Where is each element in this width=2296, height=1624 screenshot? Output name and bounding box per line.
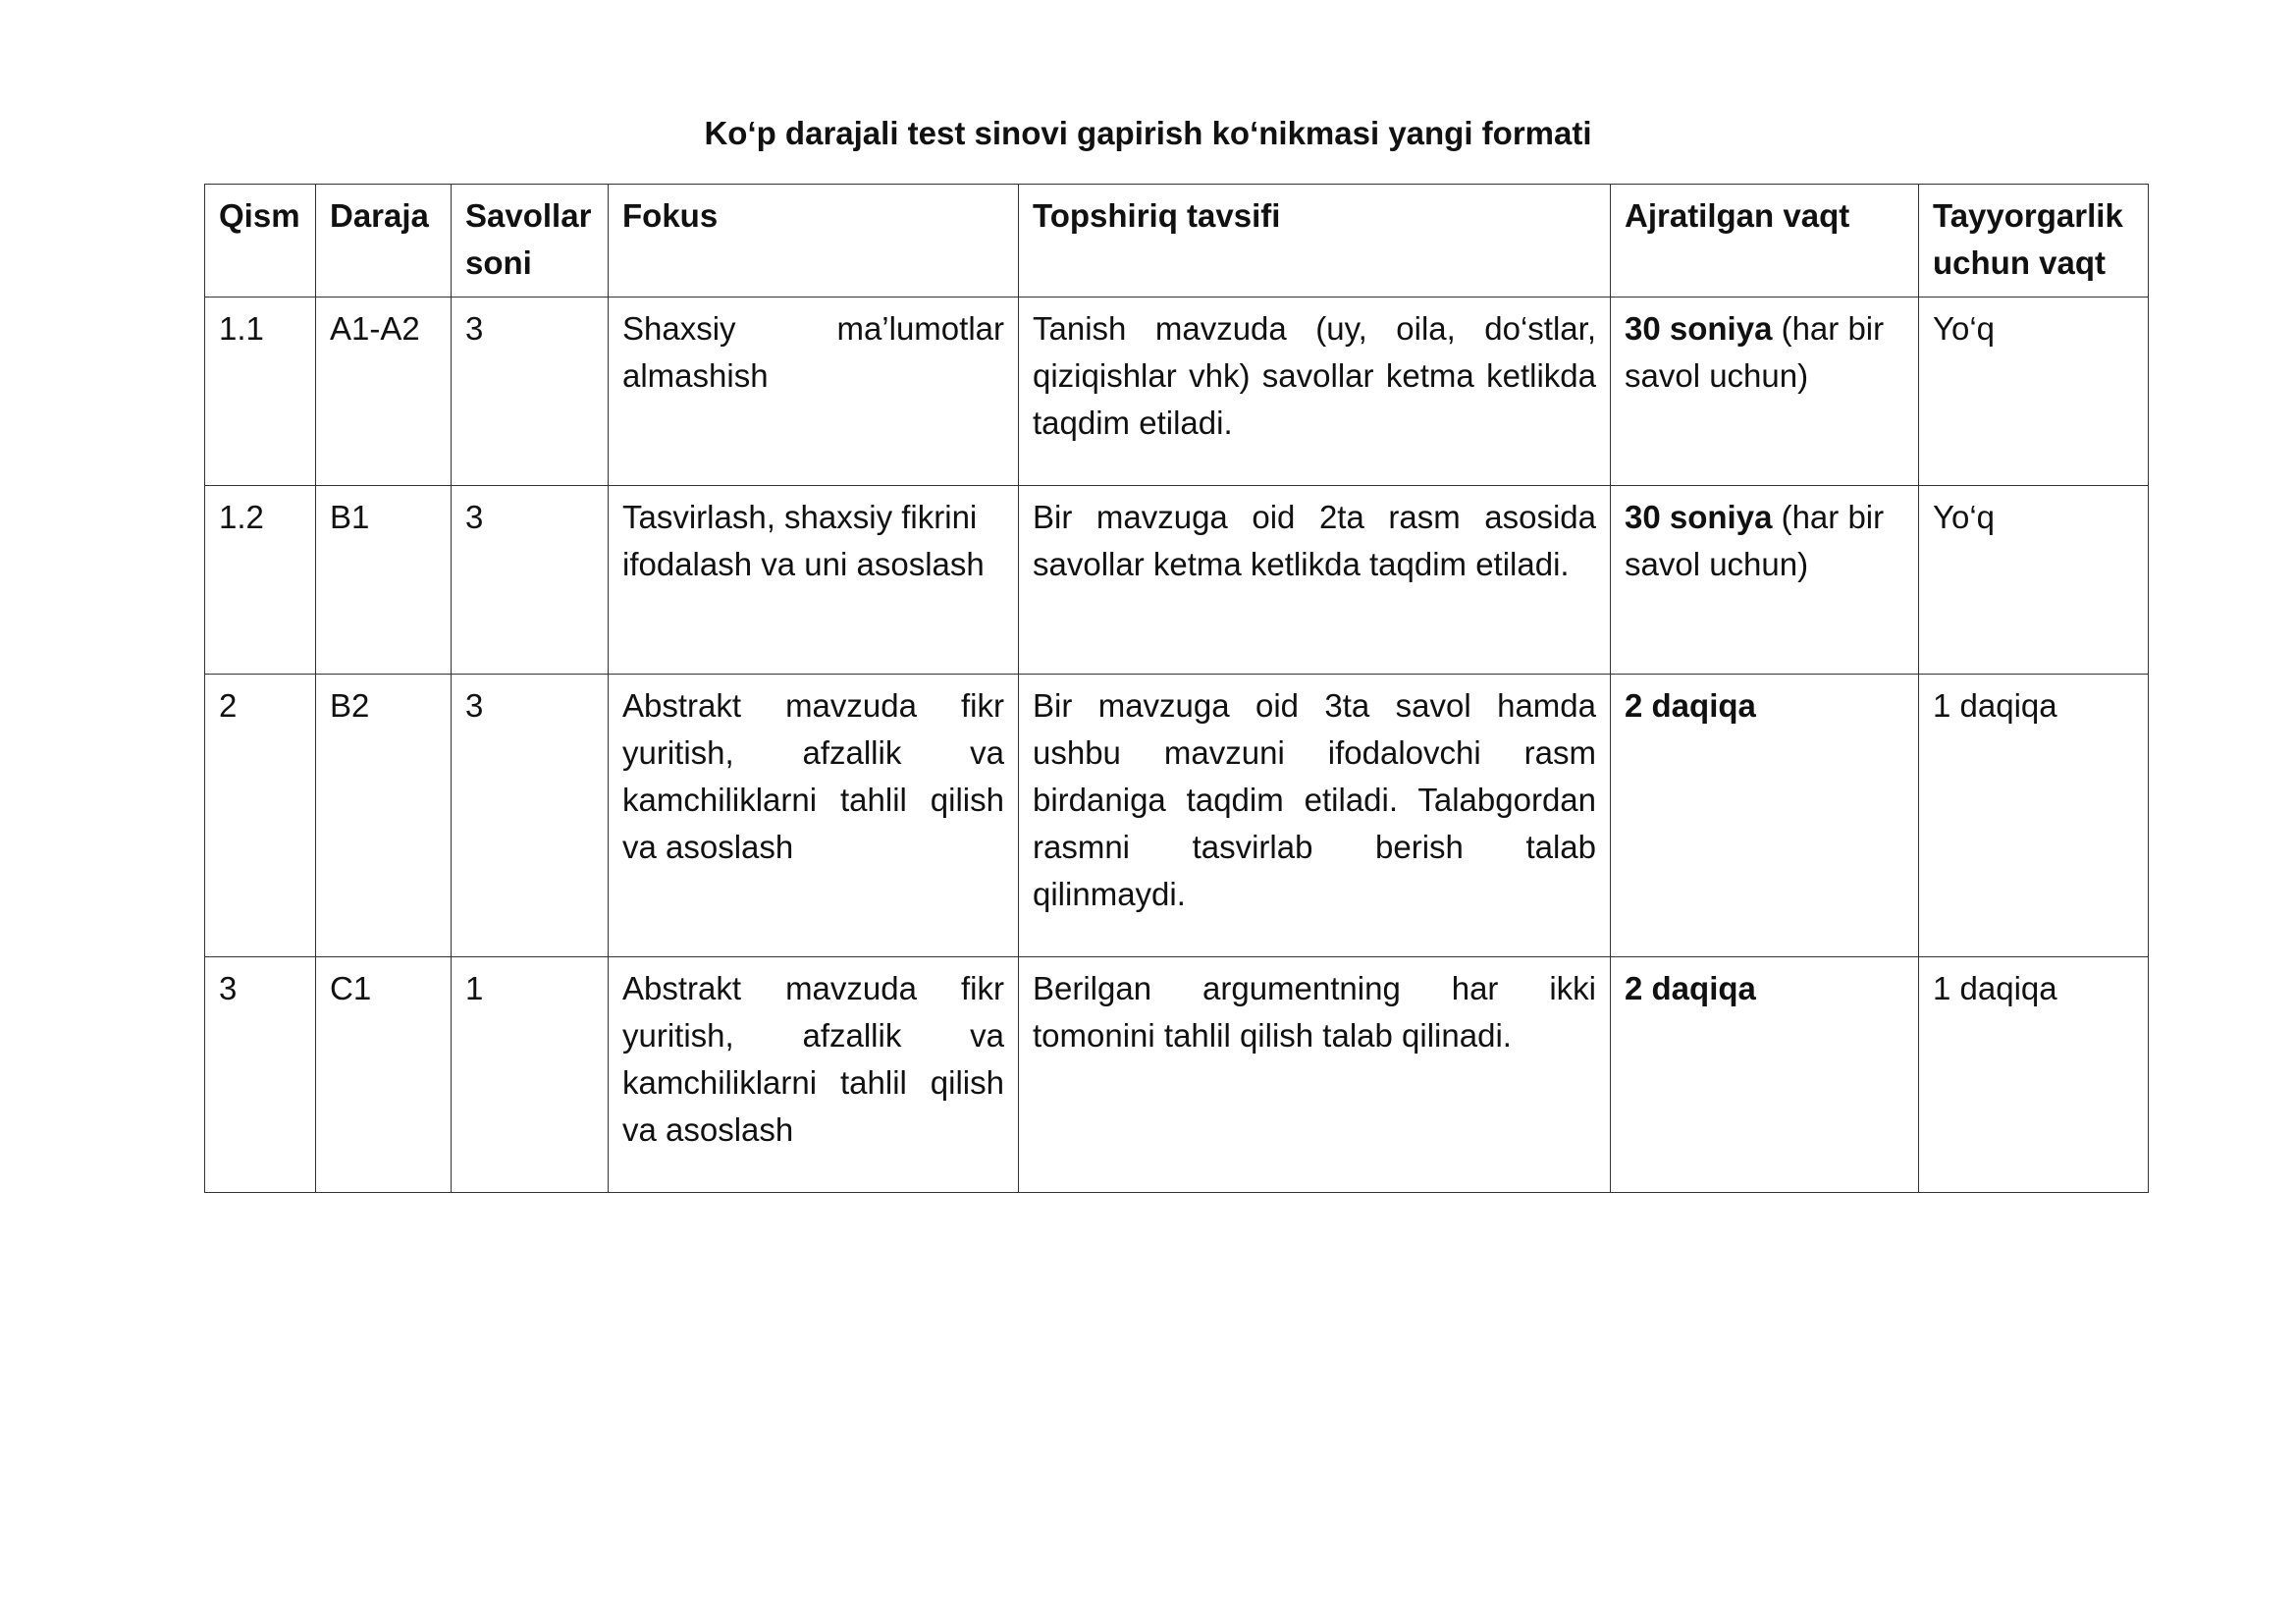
header-tayyorgarlik-vaqt: Tayyorgarlik uchun vaqt [1919, 185, 2149, 298]
header-ajratilgan-vaqt: Ajratilgan vaqt [1611, 185, 1919, 298]
cell-daraja: C1 [316, 957, 452, 1193]
cell-fokus: Shaxsiy ma’lumotlar almashish [609, 298, 1019, 486]
document-title: Ko‘p darajali test sinovi gapirish ko‘nikmasi yangi formati [704, 115, 1592, 151]
cell-fokus: Abstrakt mavzuda fikr yuritish, afzallik va kamchiliklarni tahlil qilish va asoslash [609, 675, 1019, 957]
time-value: 2 daqiqa [1625, 687, 1756, 724]
time-value: 30 soniya [1625, 310, 1773, 347]
cell-qism: 1.1 [205, 298, 316, 486]
cell-daraja: A1-A2 [316, 298, 452, 486]
table-row [205, 957, 2149, 1193]
cell-qism: 2 [205, 675, 316, 957]
cell-ajratilgan-vaqt [1611, 957, 1919, 1193]
cell-daraja: B1 [316, 486, 452, 675]
time-note: (har bir savol uchun) [1625, 499, 1885, 582]
cell-fokus: Tasvirlash, shaxsiy fikrini ifodalash va uni asoslash [609, 486, 1019, 675]
cell-qism: 3 [205, 957, 316, 1193]
cell-tayyorgarlik-vaqt: 1 daqiqa [1919, 957, 2149, 1193]
cell-ajratilgan-vaqt [1611, 675, 1919, 957]
cell-savollar-soni: 3 [452, 298, 609, 486]
cell-topshiriq-tavsifi: Bir mavzuga oid 2ta rasm asosida savollar ketma ketlikda taqdim etiladi. [1019, 486, 1611, 675]
cell-topshiriq-tavsifi: Tanish mavzuda (uy, oila, do‘stlar, qiziqishlar vhk) savollar ketma ketlikda taqdim etiladi. [1019, 298, 1611, 486]
table-row [205, 486, 2149, 675]
header-topshiriq-tavsifi: Topshiriq tavsifi [1019, 185, 1611, 298]
time-value: 2 daqiqa [1625, 970, 1756, 1006]
cell-ajratilgan-vaqt [1611, 298, 1919, 486]
table-header-row [205, 185, 2149, 298]
cell-savollar-soni: 1 [452, 957, 609, 1193]
time-note: (har bir savol uchun) [1625, 310, 1885, 394]
cell-tayyorgarlik-vaqt: Yo‘q [1919, 486, 2149, 675]
cell-topshiriq-tavsifi: Bir mavzuga oid 3ta savol hamda ushbu mavzuni ifodalovchi rasm birdaniga taqdim etiladi. Talabgordan rasmni tasvirlab berish talab qilinmaydi. [1019, 675, 1611, 957]
cell-daraja: B2 [316, 675, 452, 957]
cell-topshiriq-tavsifi: Berilgan argumentning har ikki tomonini tahlil qilish talab qilinadi. [1019, 957, 1611, 1193]
table-row [205, 298, 2149, 486]
table-row [205, 675, 2149, 957]
cell-savollar-soni: 3 [452, 486, 609, 675]
cell-tayyorgarlik-vaqt: 1 daqiqa [1919, 675, 2149, 957]
header-qism: Qism [205, 185, 316, 298]
format-table [204, 184, 2149, 1193]
time-value: 30 soniya [1625, 499, 1773, 535]
cell-fokus: Abstrakt mavzuda fikr yuritish, afzallik va kamchiliklarni tahlil qilish va asoslash [609, 957, 1019, 1193]
cell-tayyorgarlik-vaqt: Yo‘q [1919, 298, 2149, 486]
header-fokus: Fokus [609, 185, 1019, 298]
header-savollar-soni: Savollar soni [452, 185, 609, 298]
cell-savollar-soni: 3 [452, 675, 609, 957]
cell-ajratilgan-vaqt [1611, 486, 1919, 675]
header-daraja: Daraja [316, 185, 452, 298]
cell-qism: 1.2 [205, 486, 316, 675]
